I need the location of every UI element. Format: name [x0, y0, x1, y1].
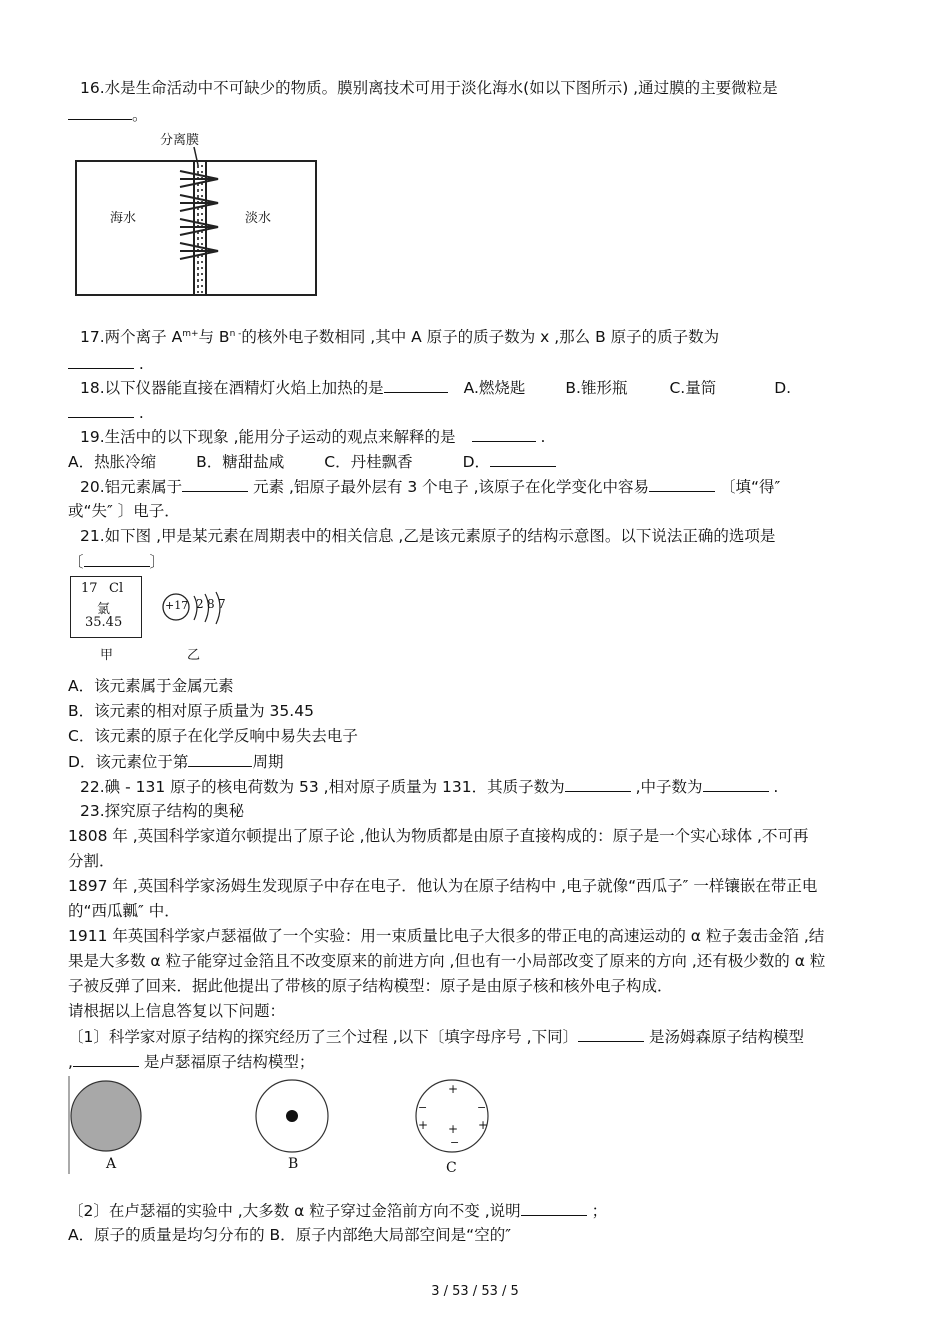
q19-text: 19.生活中的以下现象 ,能用分子运动的观点来解释的是 . [80, 428, 546, 446]
model-c-electron: − [418, 1101, 428, 1114]
q23-para1-line2: 分割． [68, 852, 115, 870]
q22-blank-1[interactable] [565, 776, 631, 792]
q18-option-a: A.燃烧匙 [463, 379, 526, 397]
q18-option-c: C.量筒 [669, 379, 717, 397]
q19-option-a: A．热胀冷缩 [68, 453, 157, 471]
q21-option-c: C．该元素的原子在化学反响中易失去电子 [68, 727, 358, 745]
shell-3-electrons: 7 [218, 597, 226, 611]
q16-blank[interactable] [68, 104, 132, 120]
q22-blank-2[interactable] [703, 776, 769, 792]
q20-blank-1[interactable] [182, 476, 248, 492]
model-a-solid-sphere [71, 1081, 141, 1151]
q23-sub1-line2: , 是卢瑟福原子结构模型； [68, 1053, 315, 1071]
q17-text: 17.两个离子 $A^{m+}$与 $B^{n -}$的核外电子数相同 ,其中 A 原子的质子数为 x ,那么 B 原子的质子数为 [80, 328, 720, 346]
q19-option-b: B．糖甜盐咸 [196, 453, 285, 471]
page-footer: 3 / 53 / 53 / 5 [431, 1284, 519, 1299]
q18-answer-line: . [68, 402, 144, 423]
q23-sub2-blank[interactable] [521, 1200, 587, 1216]
q16-text: 16.水是生命活动中不可缺少的物质。膜别离技术可用于淡化海水(如以下图所示) ,通过膜的主要微粒是 [80, 79, 778, 97]
element-name: 氯 [97, 602, 111, 617]
model-a-label: A [106, 1156, 117, 1172]
model-c-positive-charge: + [448, 1082, 459, 1096]
q21-option-a: A．该元素属于金属元素 [68, 677, 234, 695]
q23-para3-line1: 1911 年英国科学家卢瑟福做了一个实验：用一束质量比电子大很多的带正电的高速运动的 α 粒子轰击金箔 ,结 [68, 927, 825, 945]
nucleus-charge: +17 [165, 599, 189, 612]
seawater-label: 海水 [110, 211, 137, 226]
q19-options [68, 451, 556, 472]
q19-blank[interactable] [472, 426, 536, 442]
q20-text-2: 或“失″ 〕电子． [68, 502, 180, 520]
q23-sub2: 〔2〕在卢瑟福的实验中 ,大多数 α 粒子穿过金箔前方向不变 ,说明 ； [68, 1202, 608, 1220]
q23-sub1-blank-2[interactable] [73, 1051, 139, 1067]
q23-sub1-blank-1[interactable] [578, 1026, 644, 1042]
model-c-electron: − [477, 1101, 487, 1114]
q20-text: 20.铝元素属于 元素 ,铝原子最外层有 3 个电子 ,该原子在化学变化中容易 〔填“得″ [80, 478, 781, 496]
shell-1-electrons: 2 [196, 597, 204, 611]
model-b-nucleus [286, 1110, 298, 1122]
q23-para1-line1: 1808 年 ,英国科学家道尔顿提出了原子论 ,他认为物质都是由原子直接构成的：原子是一个实心球体 ,不可再 [68, 827, 809, 845]
atomic-number: 17 [81, 581, 98, 596]
q23-para3-line3: 子被反弹了回来．据此他提出了带核的原子结构模型：原子是由原子核和核外电子构成． [68, 977, 673, 995]
q23-para3-line2: 果是大多数 α 粒子能穿过金箔且不改变原来的前进方向 ,但也有一小局部改变了原来的方向 ,还有极少数的 α 粒 [68, 952, 826, 970]
q23-para2-line2: 的“西瓜瓤″ 中． [68, 902, 180, 920]
q23-prompt: 请根据以上信息答复以下问题： [68, 1002, 286, 1020]
q16-answer-line [68, 104, 148, 125]
label-jia: 甲 [100, 648, 114, 663]
ion-charge-n: n - [229, 328, 242, 339]
q21-answer-line: 〔 〕 [68, 553, 166, 571]
element-symbol: Cl [109, 581, 124, 596]
membrane-label: 分离膜 [160, 133, 200, 148]
model-c-positive-charge: + [448, 1122, 459, 1136]
model-c-label: C [446, 1160, 457, 1176]
q22-text: 22.碘 - 131 原子的核电荷数为 53 ,相对原子质量为 131．其质子数为 ,中子数为 . [80, 778, 779, 796]
ion-charge-m: m+ [182, 328, 199, 339]
q21-option-b: B．该元素的相对原子质量为 35.45 [68, 702, 314, 720]
q16-period: 。 [132, 106, 148, 124]
atomic-mass: 35.45 [85, 615, 123, 630]
q19-option-c: C．丹桂飘香 [324, 453, 413, 471]
q18-blank[interactable] [384, 377, 448, 393]
model-c-electron: − [450, 1136, 460, 1149]
q23-title: 23.探究原子结构的奥秘 [80, 802, 245, 820]
q21-option-d: D．该元素位于第 周期 [68, 753, 284, 771]
q20-blank-2[interactable] [649, 476, 715, 492]
membrane-figure [70, 125, 320, 300]
atom-structure-diagram [160, 588, 240, 634]
q19-option-d: D． [462, 453, 491, 471]
q23-sub1-line1: 〔1〕科学家对原子结构的探究经历了三个过程 ,以下〔填字母序号 ,下同〕 是汤姆森原子结构模型 [68, 1028, 805, 1046]
model-c-positive-charge: + [478, 1118, 489, 1132]
q21-option-d-blank[interactable] [188, 751, 252, 767]
q17-answer-line: . [68, 353, 144, 374]
model-b-label: B [288, 1156, 299, 1172]
q18-option-d: D. [774, 379, 792, 397]
q21-blank[interactable] [84, 551, 150, 567]
q18-option-d-blank[interactable] [68, 402, 134, 418]
q23-para2-line1: 1897 年 ,英国科学家汤姆生发现原子中存在电子．他认为在原子结构中 ,电子就像“西瓜子″ 一样镶嵌在带正电 [68, 877, 818, 895]
shell-2-electrons: 8 [207, 597, 215, 611]
label-yi: 乙 [187, 648, 201, 663]
freshwater-label: 淡水 [245, 211, 272, 226]
periodic-table-cell [70, 576, 142, 638]
q17-blank[interactable] [68, 353, 134, 369]
q18-text: 18.以下仪器能直接在酒精灯火焰上加热的是 A.燃烧匙 B.锥形瓶 C.量筒 D. [80, 379, 792, 397]
atom-models-figure [66, 1074, 506, 1184]
q19-option-d-blank[interactable] [490, 451, 556, 467]
model-c-positive-charge: + [418, 1118, 429, 1132]
q23-sub2-options: A．原子的质量是均匀分布的 B．原子内部绝大局部空间是“空的″ [68, 1226, 511, 1244]
q18-option-b: B.锥形瓶 [565, 379, 628, 397]
q21-text: 21.如下图 ,甲是某元素在周期表中的相关信息 ,乙是该元素原子的结构示意图。以下说法正确的选项是 [80, 527, 776, 545]
